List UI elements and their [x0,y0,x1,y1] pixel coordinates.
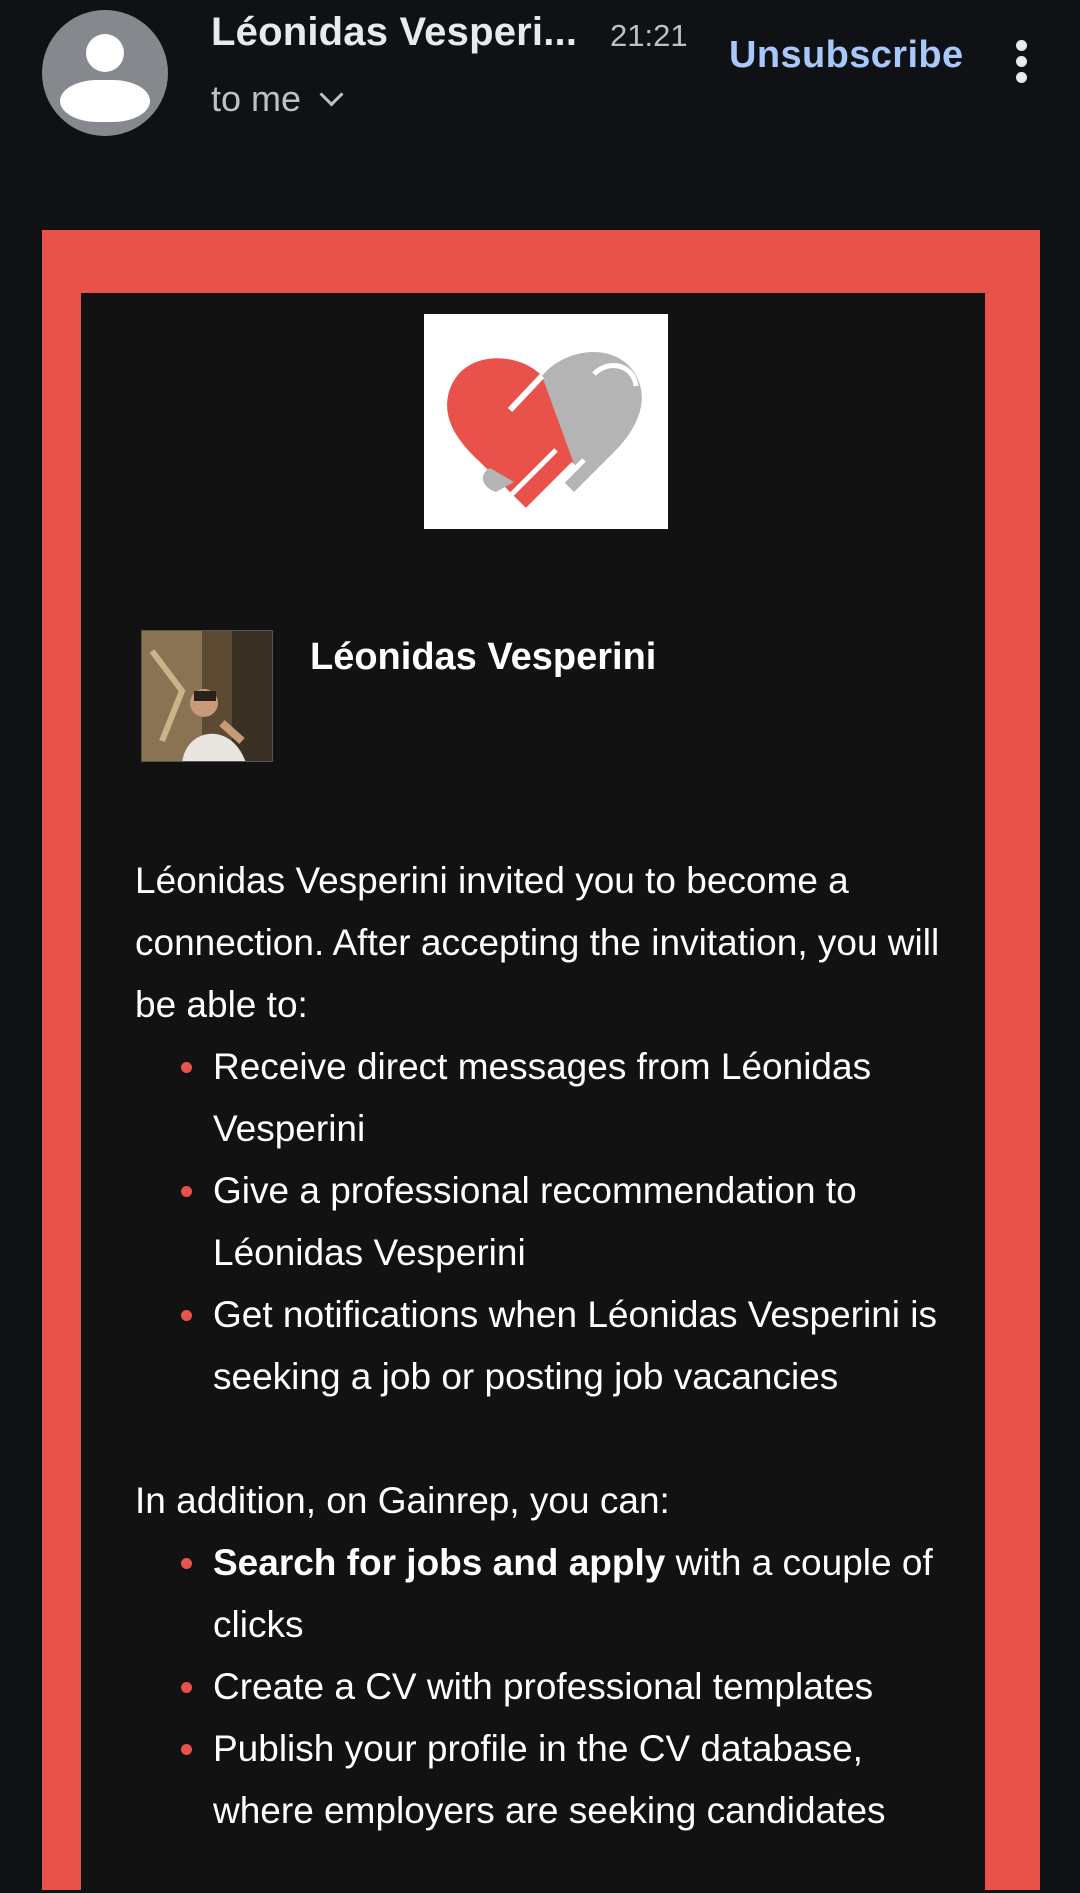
handshake-heart-logo [424,314,668,529]
feature-highlight: Search for jobs and apply [213,1542,666,1583]
features-list [135,1532,965,1842]
recipient-toggle[interactable] [211,78,340,120]
more-vert-icon[interactable] [1012,36,1032,86]
benefits-list [135,1036,965,1408]
email-content [135,850,965,1842]
sender-name[interactable]: Léonidas Vesperi... [211,10,578,54]
received-time: 21:21 [610,18,688,53]
spacer [135,1408,965,1470]
person-name[interactable]: Léonidas Vesperini [310,636,657,678]
unsubscribe-button[interactable]: Unsubscribe [729,34,964,76]
chevron-down-icon [320,82,344,106]
list-item [213,1656,965,1718]
list-item [213,1718,965,1842]
feature-text: Create a CV with professional templates [213,1666,874,1707]
list-item [213,1532,965,1656]
recipient-label: to me [211,78,302,119]
list-item: Receive direct messages from Léonidas Vesperini [213,1036,965,1160]
person-photo [141,630,273,762]
avatar-head [86,34,124,72]
sender-avatar-icon[interactable] [42,10,168,136]
list-item: Give a professional recommendation to Léonidas Vesperini [213,1160,965,1284]
addition-intro: In addition, on Gainrep, you can: [135,1480,670,1521]
feature-text: Publish your profile in the CV database, where employers are seeking candidates [213,1728,886,1831]
invitation-intro: Léonidas Vesperini invited you to become a connection. After accepting the invitation, you will be able to: [135,860,940,1025]
avatar-body [60,80,150,122]
list-item: Get notifications when Léonidas Vesperini is seeking a job or posting job vacancies [213,1284,965,1408]
feature-text: with a couple of clicks [213,1542,933,1645]
email-header [0,0,1080,180]
